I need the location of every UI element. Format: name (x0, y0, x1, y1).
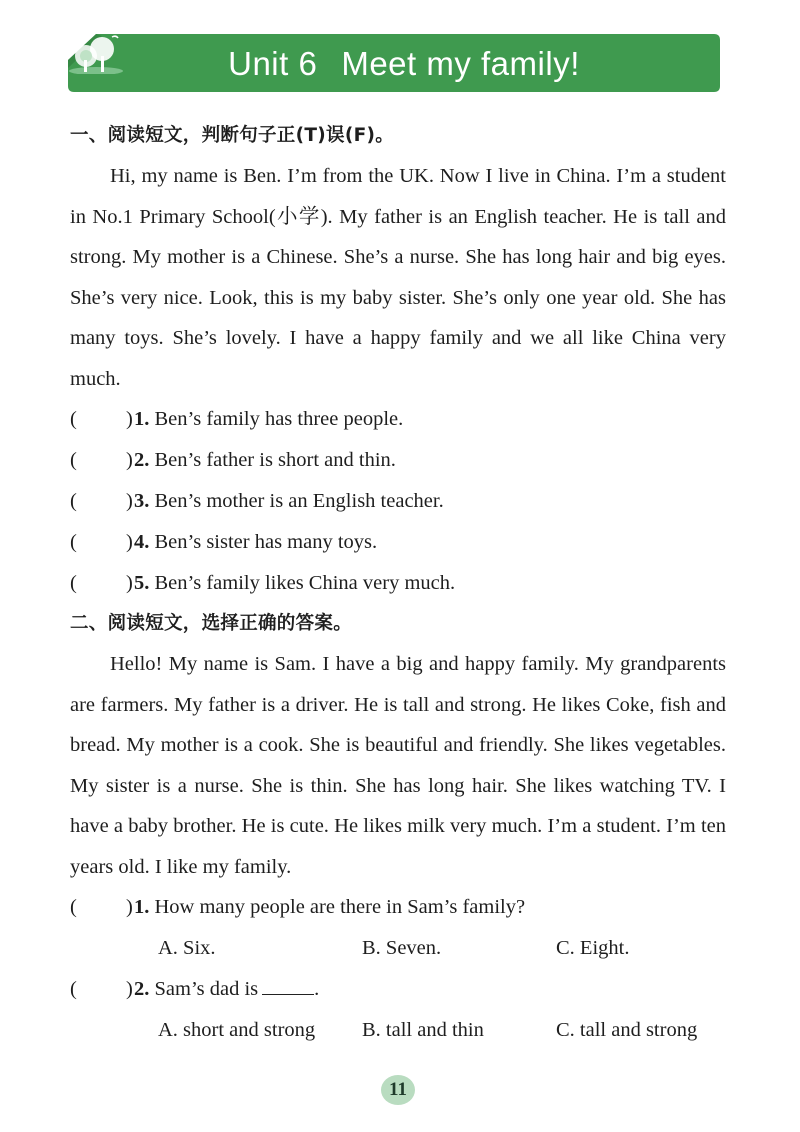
option-c: C. tall and strong (556, 1019, 698, 1041)
question-text: Ben’s mother is an English teacher. (154, 490, 444, 512)
question-row (70, 522, 726, 563)
question-number: 1. (134, 896, 150, 918)
answer-bracket-open: ( (70, 449, 77, 471)
section-1-heading: 一、阅读短文，判断句子正(T)误(F)。 (70, 125, 395, 146)
answer-bracket-close: ) (126, 531, 133, 553)
answer-bracket-close: ) (126, 490, 133, 512)
answer-bracket-open: ( (70, 978, 77, 1000)
page-title (68, 34, 720, 92)
answer-bracket-close: ) (126, 572, 133, 594)
answer-bracket-close: ) (126, 449, 133, 471)
answer-bracket-open: ( (70, 572, 77, 594)
question-number: 3. (134, 490, 150, 512)
question-row (70, 563, 726, 604)
question-number: 2. (134, 449, 150, 471)
passage-2: Hello! My name is Sam. I have a big and happy family. My grandparents are farmers. My father is a driver. He is tall and strong. He likes Coke, fish and bread. My mother is a cook. She is beautiful and friendly. She likes vegetables. My sister is a nurse. She is thin. She has long hair. She likes watching TV. I have a baby brother. He is cute. He likes milk very much. I’m a student. I’m ten years old. I like my family. (70, 653, 726, 878)
question-text: Ben’s family likes China very much. (154, 572, 456, 594)
answer-bracket-open: ( (70, 531, 77, 553)
options-row (70, 928, 726, 969)
option-b: B. tall and thin (362, 1019, 484, 1041)
question-suffix: . (314, 978, 320, 1000)
passage-1: Hi, my name is Ben. I’m from the UK. Now I live in China. I’m a student in No.1 Primary School(小学). My father is an English teacher. He is tall and strong. My mother is a Chinese. She’s a nurse. She has long hair and big eyes. She’s very nice. Look, this is my baby sister. She’s only one year old. She has many toys. She’s lovely. I have a happy family and we all like China very much. (70, 165, 726, 390)
option-c: C. Eight. (556, 937, 630, 959)
question-row (70, 969, 726, 1010)
question-text: Ben’s father is short and thin. (154, 449, 396, 471)
section-2-heading: 二、阅读短文，选择正确的答案。 (70, 613, 353, 634)
question-number: 1. (134, 408, 150, 430)
answer-bracket-close: ) (126, 408, 133, 430)
question-number: 2. (134, 978, 150, 1000)
true-false-questions (70, 399, 726, 604)
options-row (70, 1010, 726, 1051)
question-number: 4. (134, 531, 150, 553)
question-row (70, 440, 726, 481)
option-a: A. Six. (158, 937, 216, 959)
answer-bracket-open: ( (70, 896, 77, 918)
option-a: A. short and strong (158, 1019, 316, 1041)
question-row (70, 481, 726, 522)
page-number-text: 11 (389, 1079, 407, 1100)
unit-label: Unit 6 (228, 45, 318, 82)
question-text: Sam’s dad is (154, 978, 259, 1000)
answer-bracket-close: ) (126, 978, 133, 1000)
page-number (380, 1074, 416, 1106)
question-number: 5. (134, 572, 150, 594)
unit-banner (68, 34, 720, 92)
fill-blank (262, 974, 314, 995)
tree-icon (68, 34, 124, 74)
question-row (70, 887, 726, 928)
option-b: B. Seven. (362, 937, 442, 959)
unit-title: Meet my family! (341, 45, 580, 82)
question-text: How many people are there in Sam’s family? (154, 896, 526, 918)
answer-bracket-open: ( (70, 408, 77, 430)
worksheet-content (70, 116, 726, 1051)
answer-bracket-close: ) (126, 896, 133, 918)
multiple-choice-questions (70, 887, 726, 1051)
answer-bracket-open: ( (70, 490, 77, 512)
question-text: Ben’s family has three people. (154, 408, 404, 430)
question-row (70, 399, 726, 440)
question-text: Ben’s sister has many toys. (154, 531, 378, 553)
